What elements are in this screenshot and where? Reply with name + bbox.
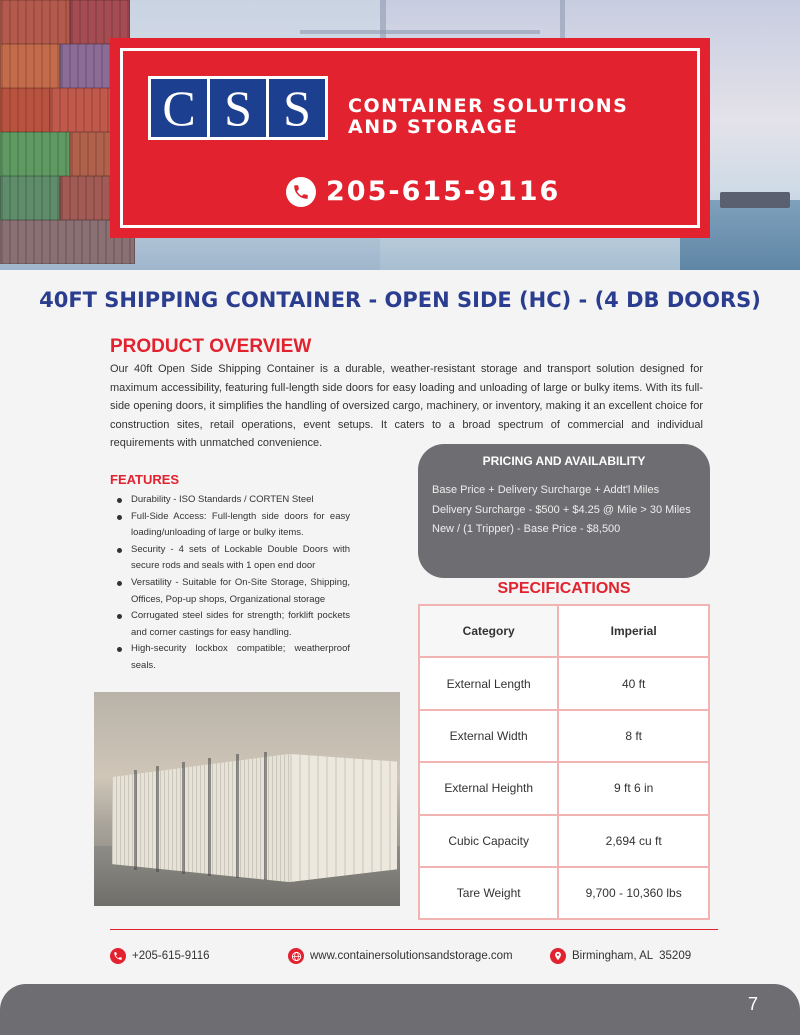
footer-divider [110,929,718,930]
banner-phone[interactable] [286,176,560,207]
feature-item: Full-Side Access: Full-length side doors for easy loading/unloading of large or bulky items. [114,509,350,542]
banner-phone-number: 205-615-9116 [326,176,561,207]
column-header-category: Category [419,605,558,657]
feature-item: Corrugated steel sides for strength; forklift pockets and corner castings for easy handling. [114,608,350,641]
overview-body: Our 40ft Open Side Shipping Container is a durable, weather-resistant storage and transport solution designed for maximum accessibility, featuring full-length side doors for easy loading and unloading of large or bulky items. With its full-side opening doors, it simplifies the handling of oversized cargo, machinery, or inventory, making it an excellent choice for construction sites, retail operations, event setups. It caters to a broad spectrum of commercial and individual requirements with unmatched convenience. [110,363,703,449]
ship [720,192,790,208]
page-title: 40FT SHIPPING CONTAINER - OPEN SIDE (HC) - (4 DB DOORS) [39,288,761,312]
spec-value: 9 ft 6 in [558,762,709,814]
door-seam [208,758,211,876]
table-row [419,710,709,762]
container-photo [94,692,400,906]
table-row [419,657,709,709]
door-seam [156,766,159,872]
spec-value: 9,700 - 10,360 lbs [558,867,709,919]
hero-background [0,0,800,270]
spec-category: Cubic Capacity [419,815,558,867]
feature-item: Security - 4 sets of Lockable Double Doors with secure rods and seals with 1 open end door [114,542,350,575]
phone-icon [286,177,316,207]
brand-line-1: CONTAINER SOLUTIONS [348,95,629,117]
table-row [419,867,709,919]
specifications-table [418,604,710,920]
overview-heading: PRODUCT OVERVIEW [110,336,312,357]
door-seam [134,770,137,870]
spec-value: 40 ft [558,657,709,709]
pricing-line: Base Price + Delivery Surcharge + Addt'l Miles [432,484,660,496]
pricing-panel [418,444,710,578]
spec-category: External Length [419,657,558,709]
spec-value: 8 ft [558,710,709,762]
footer-location-text: Birmingham, AL 35209 [572,950,692,962]
table-header-row [419,605,709,657]
spec-category: External Width [419,710,558,762]
logo-letter: S [269,79,325,137]
pricing-line: New / (1 Tripper) - Base Price - $8,500 [432,523,621,535]
spec-value: 2,694 cu ft [558,815,709,867]
door-seam [264,752,267,880]
table-row [419,762,709,814]
location-pin-icon [550,948,566,964]
door-seam [182,762,185,874]
footer-website[interactable] [288,948,513,964]
column-header-imperial: Imperial [558,605,709,657]
specifications-heading: SPECIFICATIONS [497,580,631,597]
spec-category: External Heighth [419,762,558,814]
crane-arm [300,30,540,34]
bottom-bar [0,984,800,1035]
logo-letter: C [151,79,207,137]
feature-item: Versatility - Suitable for On-Site Storage, Shipping, Offices, Pop-up shops, Organizational storage [114,575,350,608]
pricing-line: Delivery Surcharge - $500 + $4.25 @ Mile > 30 Miles [432,504,691,516]
page-number: 7 [747,994,758,1014]
spec-category: Tare Weight [419,867,558,919]
features-heading: FEATURES [110,472,180,487]
globe-icon [288,948,304,964]
pricing-heading: PRICING AND AVAILABILITY [482,454,646,468]
feature-item: High-security lockbox compatible; weatherproof seals. [114,641,350,674]
brand-line-2: AND STORAGE [348,116,519,138]
features-list [114,492,350,675]
footer-phone[interactable] [110,948,209,964]
footer-location [550,948,691,964]
logo-letter: S [210,79,266,137]
container-end [290,754,397,882]
footer-phone-text: +205-615-9116 [132,950,210,962]
door-seam [236,754,239,878]
feature-item: Durability - ISO Standards / CORTEN Steel [114,492,350,509]
footer-website-text: www.containersolutionsandstorage.com [310,950,513,962]
brand-name [348,96,628,138]
brand-banner [110,38,710,238]
table-row [419,815,709,867]
css-logo [148,76,328,140]
phone-icon [110,948,126,964]
